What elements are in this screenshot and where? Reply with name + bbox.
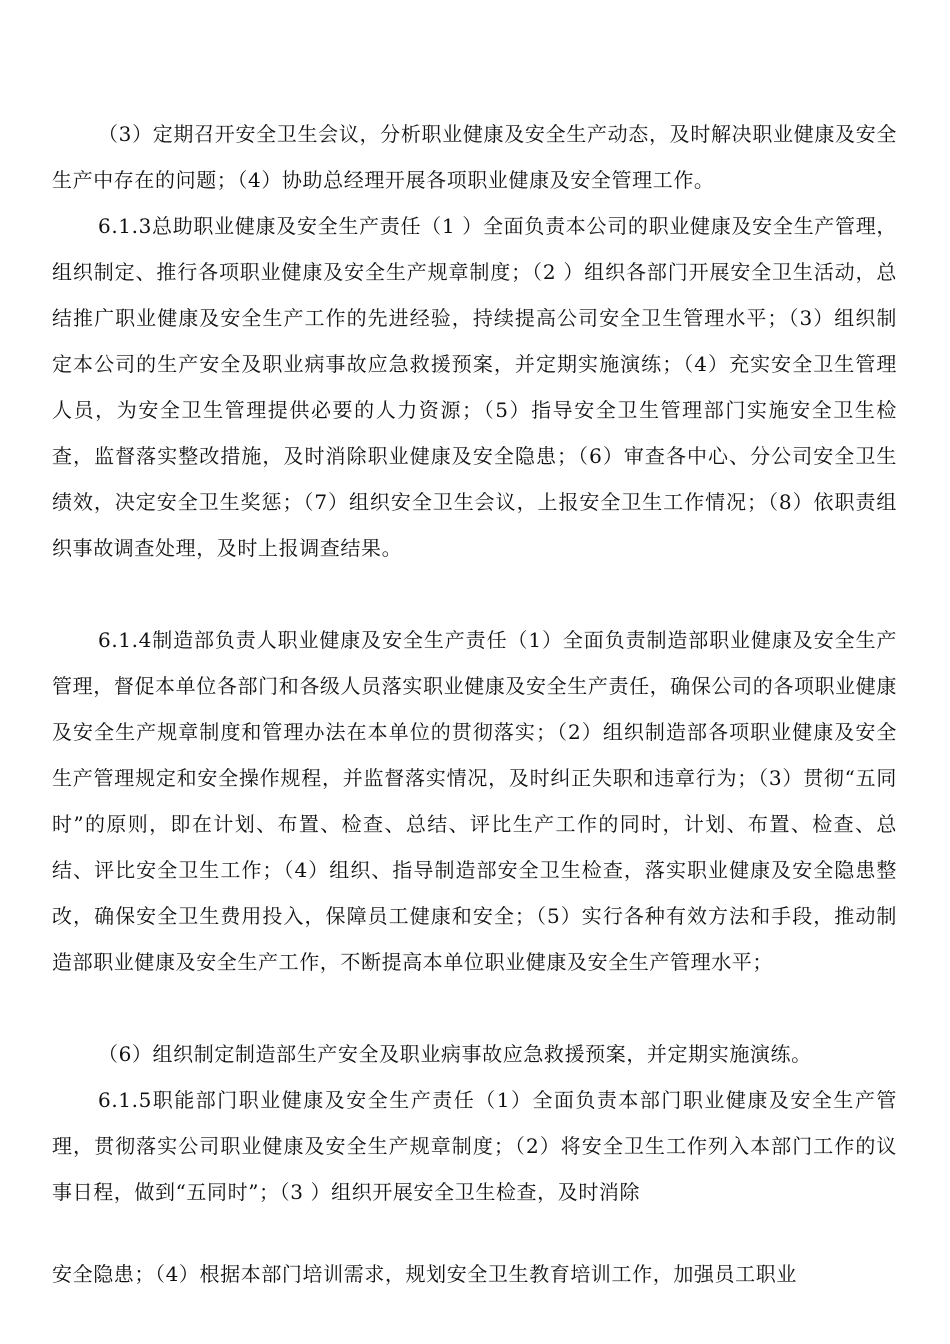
paragraph-duties-continued: （3）定期召开安全卫生会议，分析职业健康及安全生产动态，及时解决职业健康及安全生产中存在的问题；（4）协助总经理开展各项职业健康及安全管理工作。: [52, 122, 897, 192]
paragraph-section-6-1-3: 6.1.3总助职业健康及安全生产责任（1 ）全面负责本公司的职业健康及安全生产管理，组织制定、推行各项职业健康及安全生产规章制度；（2 ）组织各部门开展安全卫生活动，总结推广职业健康及安全生产工作的先进经验，持续提高公司安全卫生管理水平；（3）组织制定本公司的生产安全及职业病事故应急救援预案，并定期实施演练；（4）充实安全卫生管理人员，为安全卫生管理提供必要的人力资源；（5）指导安全卫生管理部门实施安全卫生检查，监督落实整改措施，及时消除职业健康及安全隐患；（6）审查各中心、分公司安全卫生绩效，决定安全卫生奖惩；（7）组织安全卫生会议，上报安全卫生工作情况；（8）依职责组织事故调查处理，及时上报调查结果。: [52, 214, 897, 560]
paragraph-item-6: （6）组织制定制造部生产安全及职业病事故应急救援预案，并定期实施演练。: [98, 1042, 812, 1066]
paragraph-section-6-1-4: 6.1.4制造部负责人职业健康及安全生产责任（1）全面负责制造部职业健康及安全生产管理，督促本单位各部门和各级人员落实职业健康及安全生产责任，确保公司的各项职业健康及安全生产规章制度和管理办法在本单位的贯彻落实；（2）组织制造部各项职业健康及安全生产管理规定和安全操作规程，并监督落实情况，及时纠正失职和违章行为；（3）贯彻“五同时”的原则，即在计划、布置、检查、总结、评比生产工作的同时，计划、布置、检查、总结、评比安全卫生工作；（4）组织、指导制造部安全卫生检查，落实职业健康及安全隐患整改，确保安全卫生费用投入，保障员工健康和安全；（5）实行各种有效方法和手段，推动制造部职业健康及安全生产工作，不断提高本单位职业健康及安全生产管理水平；: [52, 628, 897, 974]
paragraph-section-6-1-5: 6.1.5职能部门职业健康及安全生产责任（1）全面负责本部门职业健康及安全生产管理，贯彻落实公司职业健康及安全生产规章制度；（2）将安全卫生工作列入本部门工作的议事日程，做到“五同时”；（3 ）组织开展安全卫生检查，及时消除: [52, 1088, 897, 1204]
paragraph-continuation: 安全隐患；（4）根据本部门培训需求，规划安全卫生教育培训工作，加强员工职业: [52, 1262, 797, 1286]
